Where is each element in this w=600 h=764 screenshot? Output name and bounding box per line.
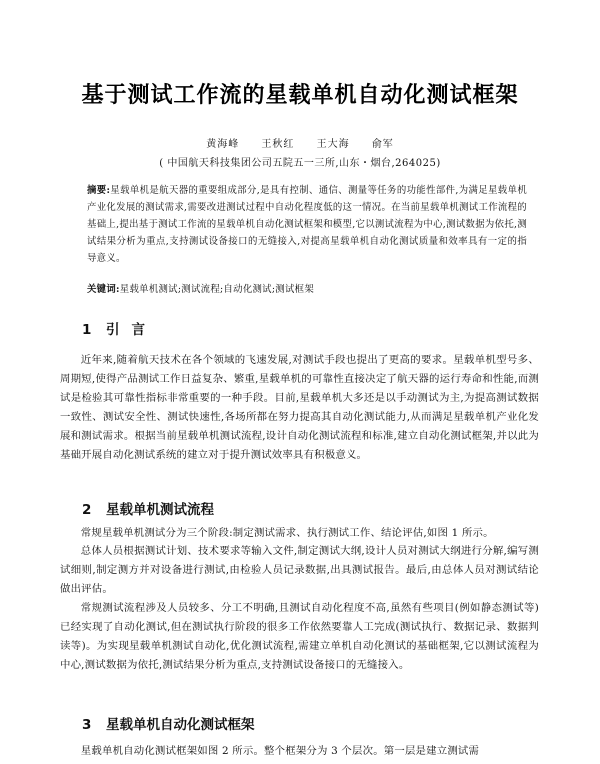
abstract-text: 星载单机是航天器的重要组成部分,是具有控制、通信、测量等任务的功能性部件,为满足星载单机产业化发展的测试需求,需要改进测试过程中自动化程度低的这一情况。在当前星载单机测试工作流程的基础上,提出基于测试工作流的星载单机自动化测试框架和模型,它以测试流程为中心,测试数据为依托,测试结果分析为重点,支持测试设备接口的无缝接入,对提高星载单机自动化测试质量和效率具有一定的指导意义。 bbox=[87, 185, 527, 264]
section-number: 2 bbox=[82, 502, 92, 518]
abstract bbox=[87, 182, 527, 267]
body-paragraph: 常规星载单机测试分为三个阶段:制定测试需求、执行测试工作、结论评估,如图 1 所示。 bbox=[80, 527, 494, 539]
author-name: 王秋红 bbox=[261, 139, 295, 150]
body-paragraph: 近年来,随着航天技术在各个领域的飞速发展,对测试手段也提出了更高的要求。星载单机型号多、周期短,使得产品测试工作日益复杂、繁重,星载单机的可靠性直接决定了航天器的运行寿命和性能,而测试是检验其可靠性指标非常重要的一种手段。目前,星载单机大多还是以手动测试为主,为提高测试数据一致性、测试安全性、测试快速性,各场所都在努力提高其自动化测试能力,从而满足星载单机产业化发展和测试需求。根据当前星载单机测试流程,设计自动化测试流程和标准,建立自动化测试框架,并以此为基础开展自动化测试系统的建立对于提升测试效率具有积极意义。 bbox=[60, 354, 539, 461]
author-name: 王大海 bbox=[316, 139, 350, 150]
author-list bbox=[0, 135, 600, 150]
section-title: 星载单机测试流程 bbox=[106, 502, 214, 518]
section-title: 星载单机自动化测试框架 bbox=[106, 717, 255, 733]
section-number: 1 bbox=[82, 322, 92, 338]
abstract-label: 摘要: bbox=[87, 185, 111, 196]
body-paragraph: 总体人员根据测试计划、技术要求等输入文件,制定测试大纲,设计人员对测试大纲进行分解,编写测试细则,制定测方并对设备进行测试,由检验人员记录数据,出具测试报告。最后,由总体人员对测试结论做出评估。 bbox=[60, 545, 539, 595]
author-name: 黄海峰 bbox=[206, 139, 240, 150]
section-number: 3 bbox=[82, 717, 92, 733]
section-title: 引言 bbox=[106, 322, 157, 338]
section-heading bbox=[82, 498, 214, 518]
keywords-label: 关键词: bbox=[87, 284, 120, 295]
paper-title: 基于测试工作流的星载单机自动化测试框架 bbox=[81, 83, 519, 108]
keywords-text: 星载单机测试;测试流程;自动化测试;测试框架 bbox=[119, 284, 314, 295]
section-heading bbox=[82, 318, 157, 338]
affiliation: ( 中国航天科技集团公司五院五一三所,山东・烟台,264025) bbox=[159, 158, 441, 169]
body-paragraph: 常规测试流程涉及人员较多、分工不明确,且测试自动化程度不高,虽然有些项目(例如静态测试等)已经实现了自动化测试,但在测试执行阶段的很多工作依然要靠人工完成(测试执行、数据记录、数据判读等)。为实现星载单机测试自动化,优化测试流程,需建立单机自动化测试的基础框架,它以测试流程为中心,测试数据为依托,测试结果分析为重点,支持测试设备接口的无缝接入。 bbox=[60, 602, 539, 671]
author-name: 俞军 bbox=[371, 139, 394, 150]
section-heading bbox=[82, 713, 255, 733]
body-paragraph: 星载单机自动化测试框架如图 2 所示。整个框架分为 3 个层次。第一层是建立测试需 bbox=[80, 745, 480, 757]
keywords bbox=[87, 281, 527, 295]
